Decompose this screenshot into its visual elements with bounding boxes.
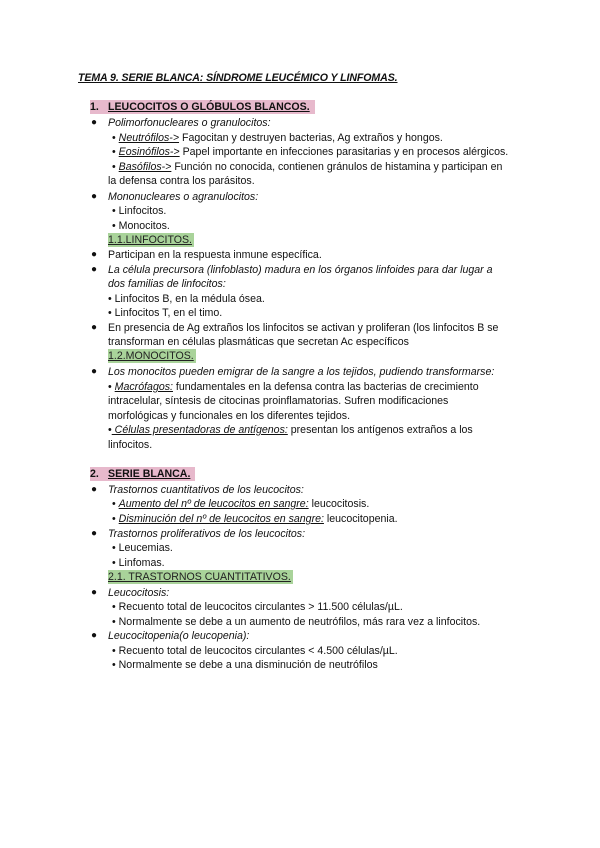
text-line: • Linfocitos T, en el timo.	[108, 307, 223, 319]
text-line: Los monocitos pueden emigrar de la sangre a los tejidos, pudiendo transformarse:	[108, 366, 495, 378]
bullet: ●	[91, 191, 98, 202]
subsection-heading-1-1: 1.1.LINFOCITOS.	[108, 234, 192, 246]
text-line: • Eosinófilos-> Papel importante en infecciones parasitarias y en procesos alérgicos.	[112, 146, 509, 158]
text-line: • Leucemias.	[112, 542, 173, 554]
text-line: Polimorfonucleares o granulocitos:	[108, 117, 271, 129]
text-line: transforman en células plasmáticas que secretan Ac específicos	[108, 336, 409, 348]
text-line: • Neutrófilos-> Fagocitan y destruyen bacterias, Ag extraños y hongos.	[112, 132, 443, 144]
bullet: ●	[91, 322, 98, 333]
text-line: linfocitos.	[108, 439, 153, 451]
subsection-heading-2-1: 2.1. TRASTORNOS CUANTITATIVOS.	[108, 571, 291, 583]
text-line: • Células presentadoras de antígenos: presentan los antígenos extraños a los	[108, 424, 473, 436]
text-line: Trastornos proliferativos de los leucocitos:	[108, 528, 306, 540]
text-line: • Macrófagos: fundamentales en la defensa contra las bacterias de crecimiento	[108, 381, 479, 393]
text-line: Mononucleares o agranulocitos:	[108, 191, 259, 203]
text-line: • Monocitos.	[112, 220, 170, 232]
text-line: • Normalmente se debe a un aumento de neutrófilos, más rara vez a linfocitos.	[112, 616, 481, 628]
text-line: Participan en la respuesta inmune específica.	[108, 249, 322, 261]
bullet: ●	[91, 264, 98, 275]
bullet: ●	[91, 484, 98, 495]
bullet: ●	[91, 528, 98, 539]
section-heading-1: 1. LEUCOCITOS O GLÓBULOS BLANCOS.	[90, 101, 315, 113]
text-line: • Normalmente se debe a una disminución de neutrófilos	[112, 659, 378, 671]
bullet: ●	[91, 249, 98, 260]
text-line: • Linfocitos B, en la médula ósea.	[108, 293, 265, 305]
text-line: la defensa contra los parásitos.	[108, 175, 255, 187]
text-line: • Linfocitos.	[112, 205, 167, 217]
text-line: • Disminución del nº de leucocitos en sangre: leucocitopenia.	[112, 513, 398, 525]
text-line: dos familias de linfocitos:	[108, 278, 226, 290]
text-line: Leucocitopenia(o leucopenia):	[108, 630, 250, 642]
subsection-heading-1-2: 1.2.MONOCITOS.	[108, 350, 194, 362]
bullet: ●	[91, 366, 98, 377]
text-line: intracelular, síntesis de citocinas proinflamatorias. Sufren modificaciones	[108, 395, 449, 407]
text-line: • Aumento del nº de leucocitos en sangre: leucocitosis.	[112, 498, 370, 510]
bullet: ●	[91, 587, 98, 598]
text-line: • Recuento total de leucocitos circulantes > 11.500 células/µL.	[112, 601, 403, 613]
text-line: Trastornos cuantitativos de los leucocitos:	[108, 484, 304, 496]
text-line: morfológicas y funcionales en los diferentes tejidos.	[108, 410, 351, 422]
section-heading-2: 2. SERIE BLANCA.	[90, 468, 195, 480]
text-line: Leucocitosis:	[108, 587, 170, 599]
bullet: ●	[91, 117, 98, 128]
document-title: TEMA 9. SERIE BLANCA: SÍNDROME LEUCÉMICO Y LINFOMAS.	[78, 72, 398, 84]
text-line: • Recuento total de leucocitos circulantes < 4.500 células/µL.	[112, 645, 398, 657]
text-line: La célula precursora (linfoblasto) madura en los órganos linfoides para dar lugar a	[108, 264, 493, 276]
bullet: ●	[91, 630, 98, 641]
text-line: En presencia de Ag extraños los linfocitos se activan y proliferan (los linfocitos B se	[108, 322, 499, 334]
text-line: • Linfomas.	[112, 557, 165, 569]
text-line: • Basófilos-> Función no conocida, contienen gránulos de histamina y participan en	[112, 161, 503, 173]
